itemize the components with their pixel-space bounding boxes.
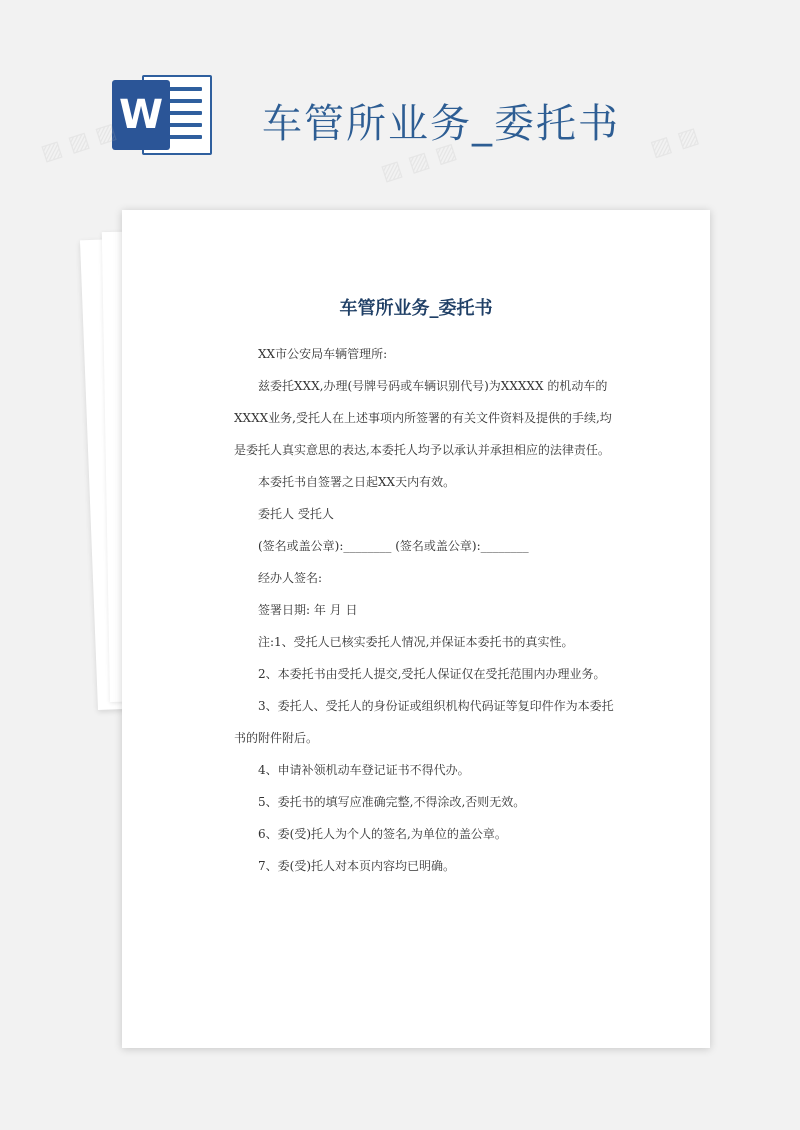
header-banner xyxy=(0,0,800,200)
parties-line: 委托人 受托人 xyxy=(258,507,334,521)
word-icon-badge: W xyxy=(112,80,170,150)
word-icon-line xyxy=(166,87,202,91)
note-item: 3、委托人、受托人的身份证或组织机构代码证等复印件作为本委托书的附件附后。 xyxy=(234,699,614,745)
recipient-line: XX市公安局车辆管理所: xyxy=(258,347,388,361)
word-icon-line xyxy=(166,99,202,103)
authorization-paragraph: 兹委托XXX,办理(号牌号码或车辆识别代号)为XXXXX 的机动车的XXXX业务,受托人在上述事项内所签署的有关文件资料及提供的手续,均是委托人真实意思的表达,本委托人均予以承认并承担相应的法律责任。 xyxy=(234,379,612,457)
validity-line: 本委托书自签署之日起XX天内有效。 xyxy=(258,475,456,489)
note-item: 7、委(受)托人对本页内容均已明确。 xyxy=(258,859,455,873)
handler-signature-line: 经办人签名: xyxy=(258,571,323,585)
watermark-mark: ▨ ▨ ▨ xyxy=(378,138,460,187)
note-item: 6、委(受)托人为个人的签名,为单位的盖公章。 xyxy=(258,827,507,841)
word-document-icon xyxy=(112,75,212,155)
note-item: 2、本委托书由受托人提交,受托人保证仅在受托范围内办理业务。 xyxy=(258,667,606,681)
note-item: 5、委托书的填写应准确完整,不得涂改,否则无效。 xyxy=(258,795,526,809)
note-item: 4、申请补领机动车登记证书不得代办。 xyxy=(258,763,470,777)
word-icon-line xyxy=(166,123,202,127)
word-icon-line xyxy=(166,135,202,139)
word-icon-line xyxy=(166,111,202,115)
document-page xyxy=(122,210,710,1048)
document-body xyxy=(234,338,616,882)
banner-title: 车管所业务_委托书 xyxy=(262,101,620,147)
date-line: 签署日期: 年 月 日 xyxy=(258,603,358,617)
note-item: 注:1、受托人已核实委托人情况,并保证本委托书的真实性。 xyxy=(258,635,574,649)
document-title: 车管所业务_委托书 xyxy=(339,298,493,319)
watermark-mark: ▨ ▨ ▨ xyxy=(38,118,120,167)
watermark-mark: ▨ ▨ xyxy=(647,123,702,162)
signature-line: (签名或盖公章):________ (签名或盖公章):________ xyxy=(258,539,529,553)
